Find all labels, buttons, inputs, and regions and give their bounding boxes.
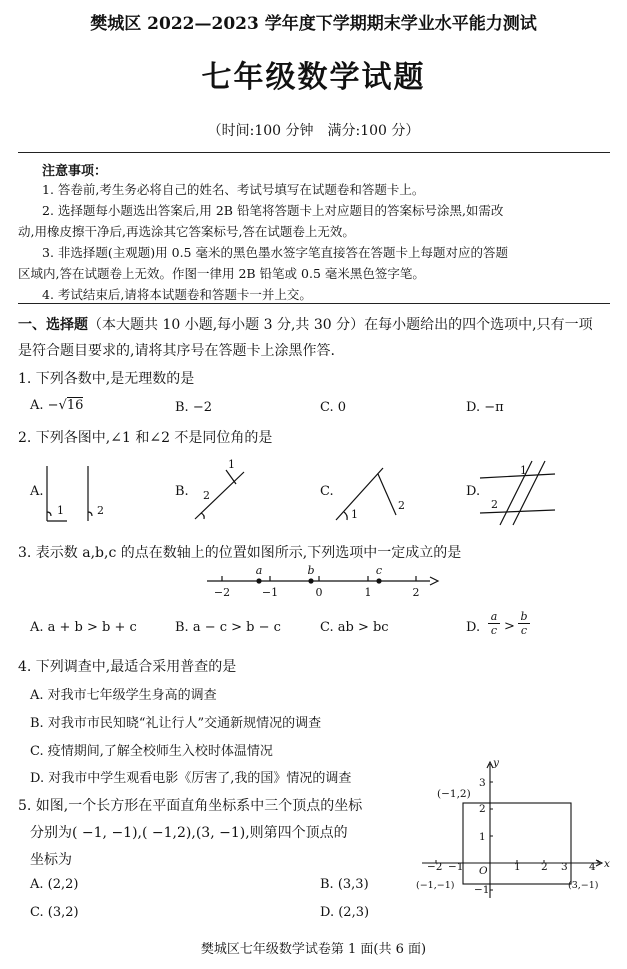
y-tick-label: 3 — [479, 777, 486, 789]
question-2-label-b: B. — [175, 484, 189, 499]
question-3-option-a: A. a + b > b + c — [30, 620, 137, 635]
question-3-stem: 3. 表示数 a,b,c 的点在数轴上的位置如图所示,下列选项中一定成立的是 — [18, 545, 462, 561]
numerator: b — [518, 610, 530, 624]
question-3-option-d-prefix: D. — [466, 620, 481, 635]
fig-d-angle-2: 2 — [491, 498, 498, 511]
section-label: 一、选择题 — [18, 317, 88, 333]
exam-name: 樊城区 2022—2023 学年度下学期期末学业水平能力测试 — [90, 14, 537, 34]
denominator: c — [520, 624, 528, 637]
origin-label: O — [479, 865, 488, 877]
point-label-top-left: (−1,2) — [437, 788, 471, 800]
question-4-option-b: B. 对我市市民知晓“礼让行人”交通新规情况的调查 — [30, 716, 322, 731]
x-tick-label: 2 — [541, 861, 548, 873]
x-tick-label: 3 — [561, 861, 568, 873]
fig-c-angle-2: 2 — [398, 499, 405, 512]
question-3-option-b: B. a − c > b − c — [175, 620, 281, 635]
point-label-b: b — [307, 564, 315, 577]
fig-a-angle-2: 2 — [97, 504, 104, 517]
section-instructions: （本大题共 10 小题,每小题 3 分,共 30 分）在每小题给出的四个选项中,只有一项 — [88, 317, 593, 333]
exam-time-score: （时间:100 分钟 满分:100 分） — [207, 123, 420, 139]
fig-c-angle-1: 1 — [351, 508, 358, 521]
x-tick-label: −2 — [427, 861, 443, 873]
question-2-stem: 2. 下列各图中,∠1 和∠2 不是同位角的是 — [18, 430, 273, 446]
question-5-option-a: A. (2,2) — [30, 877, 79, 892]
tick-label: 1 — [364, 586, 372, 599]
x-axis-label: x — [604, 858, 610, 870]
sqrt-sign: √ — [58, 398, 67, 413]
option-label: A. − — [30, 398, 59, 413]
tick-label: −1 — [261, 586, 279, 599]
page-title: 七年级数学试题 — [201, 60, 426, 95]
point-label-bottom-right: (3,−1) — [568, 880, 599, 891]
y-tick-label: 1 — [479, 831, 486, 843]
question-2-label-d: D. — [466, 484, 481, 499]
question-1-option-d: D. −π — [466, 400, 504, 415]
point-label-bottom-left: (−1,−1) — [416, 880, 455, 891]
tick-label: 2 — [412, 586, 420, 599]
question-5-stem-3: 坐标为 — [30, 852, 72, 868]
question-1-option-c: C. 0 — [320, 400, 347, 415]
notes-title: 注意事项： — [42, 164, 108, 179]
question-5-stem-2: 分别为( −1, −1),( −1,2),(3, −1),则第四个顶点的 — [30, 825, 348, 841]
question-3-option-c: C. ab > bc — [320, 620, 389, 635]
question-4-option-d: D. 对我市中学生观看电影《厉害了,我的国》情况的调查 — [30, 771, 352, 786]
denominator: c — [490, 624, 498, 637]
question-1-stem: 1. 下列各数中,是无理数的是 — [18, 371, 195, 387]
fig-d-angle-1: 1 — [520, 464, 527, 477]
question-4-option-c: C. 疫情期间,了解全校师生入校时体温情况 — [30, 744, 273, 759]
section-instructions-2: 是符合题目要求的,请将其序号在答题卡上涂黑作答. — [18, 343, 335, 359]
question-5-stem-1: 5. 如图,一个长方形在平面直角坐标系中三个顶点的坐标 — [18, 798, 363, 814]
note-line: 2. 选择题每小题选出答案后,用 2B 铅笔将答题卡上对应题目的答案标号涂黑,如需改 — [42, 203, 504, 218]
question-4-stem: 4. 下列调查中,最适合采用普查的是 — [18, 659, 237, 675]
y-tick-label: 2 — [479, 803, 486, 815]
y-axis-label: y — [493, 757, 499, 769]
question-2-label-c: C. — [320, 484, 334, 499]
point-label-c: c — [375, 564, 383, 577]
fig-b-angle-1: 1 — [228, 458, 235, 471]
question-5-option-b: B. (3,3) — [320, 877, 369, 892]
radicand: 16 — [66, 398, 84, 413]
question-1-option-b: B. −2 — [175, 400, 212, 415]
question-2-label-a: A. — [30, 484, 44, 499]
tick-label: 0 — [315, 586, 323, 599]
note-line: 动,用橡皮擦干净后,再选涂其它答案标号,答在试题卷上无效。 — [18, 224, 355, 239]
tick-label: −2 — [213, 586, 231, 599]
fig-b-angle-2: 2 — [203, 489, 210, 502]
numerator: a — [488, 610, 500, 624]
x-tick-label: 1 — [514, 861, 521, 873]
x-tick-label: 4 — [589, 861, 596, 873]
note-line: 4. 考试结束后,请将本试题卷和答题卡一并上交。 — [42, 287, 312, 302]
point-label-a: a — [255, 564, 263, 577]
note-line: 1. 答卷前,考生务必将自己的姓名、考试号填写在试题卷和答题卡上。 — [42, 182, 425, 197]
note-line: 3. 非选择题(主观题)用 0.5 毫米的黑色墨水签字笔直接答在答题卡上每题对应的答题 — [42, 245, 508, 260]
page-footer: 樊城区七年级数学试卷第 1 面(共 6 面) — [200, 942, 427, 957]
greater-than: > — [504, 619, 515, 634]
question-5-option-d: D. (2,3) — [320, 905, 370, 920]
fig-a-angle-1: 1 — [57, 504, 64, 517]
note-line: 区域内,答在试题卷上无效。作图一律用 2B 铅笔或 0.5 毫米黑色签字笔。 — [18, 266, 425, 281]
y-tick-label: −1 — [474, 884, 490, 896]
question-5-option-c: C. (3,2) — [30, 905, 79, 920]
x-tick-label: −1 — [448, 861, 464, 873]
question-4-option-a: A. 对我市七年级学生身高的调查 — [30, 688, 217, 703]
